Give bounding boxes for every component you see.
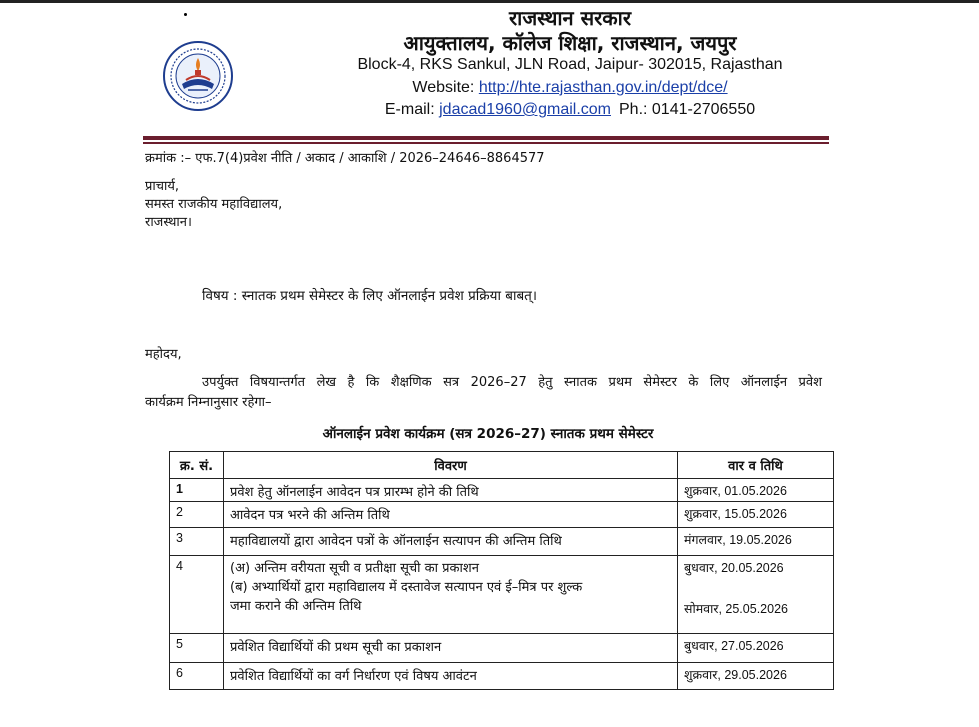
college-education-logo <box>162 40 234 112</box>
row-description: प्रवेशित विद्यार्थियों की प्रथम सूची का प्रकाशन <box>224 634 678 663</box>
row-description: आवेदन पत्र भरने की अन्तिम तिथि <box>224 502 678 528</box>
table-row <box>170 528 834 556</box>
header-divider-thick <box>143 136 829 140</box>
header-sno: क्र. सं. <box>170 452 224 479</box>
table-row <box>170 634 834 663</box>
table-row <box>170 502 834 528</box>
row-date-b: सोमवार, 25.05.2026 <box>684 602 788 616</box>
header-description: विवरण <box>224 452 678 479</box>
row-date: बुधवार, 27.05.2026 <box>678 634 834 663</box>
header-day-date: वार व तिथि <box>678 452 834 479</box>
email-label: E-mail: <box>384 101 440 118</box>
website-label: Website: <box>412 79 479 96</box>
row-sno: 3 <box>170 528 224 556</box>
phone-text: Ph.: 0141-2706550 <box>619 101 756 118</box>
row-date <box>678 556 834 634</box>
row-date: शुक्रवार, 29.05.2026 <box>678 663 834 690</box>
body-line-1: उपर्युक्त विषयान्तर्गत लेख है कि शैक्षणिक सत्र 2026–27 हेतु स्नातक प्रथम सेमेस्टर के लिए ऑनलाईन प्रवेश <box>202 375 822 390</box>
row-description-a: (अ) अन्तिम वरीयता सूची व प्रतीक्षा सूची का प्रकाशन <box>230 561 479 576</box>
addressee-line-2: समस्त राजकीय महाविद्यालय, <box>145 197 283 212</box>
table-row <box>170 556 834 634</box>
govt-title: राजस्थान सरकार <box>508 6 632 30</box>
row-description-b-cont: जमा कराने की अन्तिम तिथि <box>230 599 362 614</box>
row-description: प्रवेशित विद्यार्थियों का वर्ग निर्धारण एवं विषय आवंटन <box>224 663 678 690</box>
addressee-line-3: राजस्थान। <box>145 215 192 230</box>
row-sno: 4 <box>170 556 224 634</box>
salutation: महोदय, <box>145 347 182 362</box>
row-date: मंगलवार, 19.05.2026 <box>678 528 834 556</box>
row-sno: 6 <box>170 663 224 690</box>
row-date: शुक्रवार, 15.05.2026 <box>678 502 834 528</box>
body-line-2: कार्यक्रम निम्नानुसार रहेगा– <box>145 395 272 410</box>
reference-number: क्रमांक :– एफ.7(4)प्रवेश नीति / अकाद / आकाशि / 2026–24646–8864577 <box>145 151 545 166</box>
admission-schedule-table <box>169 451 834 690</box>
table-row <box>170 663 834 690</box>
table-caption: ऑनलाईन प्रवेश कार्यक्रम (सत्र 2026–27) स्नातक प्रथम सेमेस्टर <box>322 426 654 442</box>
website-link[interactable]: http://hte.rajasthan.gov.in/dept/dce/ <box>478 79 728 96</box>
row-description: महाविद्यालयों द्वारा आवेदन पत्रों के ऑनलाईन सत्यापन की अन्तिम तिथि <box>224 528 678 556</box>
row-sno: 1 <box>170 479 224 502</box>
table-header-row <box>170 452 834 479</box>
department-title: आयुक्तालय, कॉलेज शिक्षा, राजस्थान, जयपुर <box>403 31 737 55</box>
scan-mark <box>184 13 187 16</box>
row-description <box>224 556 678 634</box>
row-description: प्रवेश हेतु ऑनलाईन आवेदन पत्र प्रारम्भ होने की तिथि <box>224 479 678 502</box>
table-row <box>170 479 834 502</box>
addressee-line-1: प्राचार्य, <box>145 179 180 194</box>
office-address: Block-4, RKS Sankul, JLN Road, Jaipur- 302015, Rajasthan <box>357 56 783 73</box>
top-border <box>0 0 979 3</box>
row-description-b: (ब) अभ्यार्थियों द्वारा महाविद्यालय में दस्तावेज सत्यापन एवं ई–मित्र पर शुल्क <box>230 580 583 595</box>
row-date-a: बुधवार, 20.05.2026 <box>684 561 784 575</box>
contact-line <box>300 101 840 119</box>
row-sno: 5 <box>170 634 224 663</box>
row-sno: 2 <box>170 502 224 528</box>
row-date: शुक्रवार, 01.05.2026 <box>678 479 834 502</box>
website-line <box>300 79 840 97</box>
email-link[interactable]: jdacad1960@gmail.com <box>439 101 611 118</box>
header-divider-thin <box>143 142 829 144</box>
letter-subject: विषय : स्नातक प्रथम सेमेस्टर के लिए ऑनलाईन प्रवेश प्रक्रिया बाबत्। <box>202 288 537 304</box>
